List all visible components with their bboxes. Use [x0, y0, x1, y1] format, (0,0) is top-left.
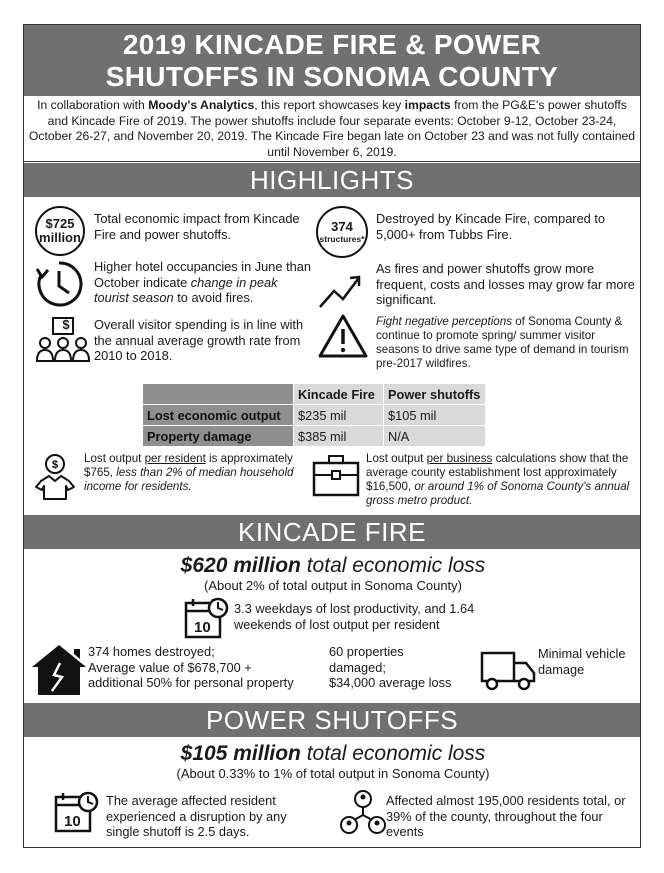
kincade-productivity: 3.3 weekdays of lost productivity, and 1.64 weekends of lost output per resident	[234, 601, 475, 632]
badge-value: $725	[45, 216, 75, 231]
title-line-2: SHUTOFFS IN SONOMA COUNTY	[105, 61, 559, 92]
table-row	[143, 426, 486, 447]
row-label: Lost economic output	[143, 405, 294, 426]
power-total-loss	[24, 742, 642, 766]
table-cell: $105 mil	[384, 405, 486, 426]
title-line-1: 2019 KINCADE FIRE & POWER	[122, 29, 542, 60]
highlight-growing-costs: As fires and power shutoffs grow more frequent, costs and losses may grow far more significant.	[376, 261, 635, 307]
highlight-text: Higher hotel occupancies in June than October indicate	[94, 259, 311, 290]
power-loss-share: (About 0.33% to 1% of total output in Sonoma County)	[176, 766, 490, 781]
highlights-banner: HIGHLIGHTS	[24, 163, 640, 197]
table-corner	[143, 384, 294, 405]
intro-text: In collaboration with	[37, 98, 149, 112]
table-cell: $385 mil	[294, 426, 384, 447]
per-resident-text	[84, 452, 314, 494]
badge-unit: million	[39, 230, 81, 245]
table-row	[143, 405, 486, 426]
highlight-visitor-spending: Overall visitor spending is in line with the annual average growth rate from 2010 to 2018.	[94, 317, 304, 363]
props-line: $34,000 average loss	[329, 675, 452, 690]
intro-text: , this report showcases key	[254, 98, 405, 112]
column-header-power: Power shutoffs	[384, 384, 486, 405]
title-banner	[24, 25, 640, 96]
intro-text: from the PG&E's power shutoffs and Kincade Fire of 2019. The power shutoffs include four separate events: October 9-12, October 23-24, October 26-27, and November 20, 2019. The Kincade Fire began late on October 23 and was not fully contained until November 6, 2019.	[28, 98, 636, 159]
intro-moodys: Moody's Analytics	[148, 98, 255, 112]
props-line: 60 properties	[329, 644, 404, 659]
warning-icon	[318, 313, 368, 359]
props-line: damaged;	[329, 659, 386, 675]
loss-table	[142, 383, 486, 447]
briefcase-icon	[312, 453, 360, 497]
highlight-italic: Fight negative perceptions	[376, 315, 512, 328]
per-resident-middle: is approximately $765,	[84, 452, 293, 479]
svg-text:$: $	[51, 459, 59, 471]
highlight-economic-impact: Total economic impact from Kincade Fire and power shutoffs.	[94, 211, 300, 242]
per-resident-prefix: Lost output	[84, 452, 145, 465]
per-business-underline: per business	[426, 452, 493, 465]
per-business-italic: or around 1% of Sonoma County's annual gross metro product.	[366, 480, 630, 507]
badge-value: 374	[331, 219, 353, 234]
highlight-structures: Destroyed by Kincade Fire, compared to 5,000+ from Tubbs Fire.	[376, 211, 606, 242]
clock-icon	[35, 259, 83, 309]
kincade-loss-amount: $620 million	[180, 554, 301, 577]
power-disruption: The average affected resident experienced a disruption by any single shutoff is 2.5 days.	[106, 793, 287, 839]
infographic-page	[23, 24, 641, 848]
trend-up-icon	[318, 271, 364, 309]
intro-impacts: impacts	[404, 98, 451, 112]
network-people-icon	[340, 789, 386, 835]
kincade-banner: KINCADE FIRE	[24, 515, 640, 549]
homes-line: 374 homes destroyed;	[88, 644, 215, 659]
dollar-icon: $	[62, 317, 70, 332]
highlight-tourist-season	[94, 259, 314, 306]
burned-house-icon	[30, 643, 88, 697]
homes-line: additional 50% for personal property	[88, 675, 294, 690]
per-business-prefix: Lost output	[366, 452, 427, 465]
intro-paragraph	[24, 96, 640, 162]
highlight-text: of Sonoma County & continue to promote spring/ summer visitor seasons to drive same type of demand in tourism pre-2017 wildfires.	[376, 315, 629, 370]
kincade-homes-destroyed	[88, 644, 328, 691]
kincade-properties-damaged	[329, 644, 479, 691]
kincade-total-loss	[24, 554, 642, 578]
per-business-text	[366, 452, 640, 508]
truck-icon	[480, 649, 536, 693]
economic-impact-badge	[35, 206, 85, 256]
structures-badge	[316, 206, 368, 258]
row-label: Property damage	[143, 426, 294, 447]
highlight-text: to avoid fires.	[173, 290, 254, 305]
power-shutoffs-banner: POWER SHUTOFFS	[24, 703, 640, 737]
calendar-number: 10	[64, 813, 81, 830]
kincade-vehicle-damage: Minimal vehicle damage	[538, 646, 626, 677]
table-cell: N/A	[384, 426, 486, 447]
table-cell: $235 mil	[294, 405, 384, 426]
calendar-number: 10	[194, 619, 211, 636]
per-resident-underline: per resident	[144, 452, 206, 465]
resident-icon	[34, 453, 76, 501]
column-header-kincade: Kincade Fire	[294, 384, 384, 405]
power-residents-affected: Affected almost 195,000 residents total, or 39% of the county, throughout the four events	[386, 793, 626, 839]
highlight-italic: change in peak tourist season	[94, 274, 278, 305]
kincade-loss-share: (About 2% of total output in Sonoma County)	[204, 578, 462, 593]
table-header-row	[143, 384, 486, 405]
badge-unit: structures*	[319, 234, 365, 244]
per-business-middle: calculations show that the average county establishment lost approximately $16,500,	[366, 452, 629, 493]
kincade-loss-label: total economic loss	[300, 554, 486, 577]
homes-line: Average value of $678,700 +	[88, 659, 252, 675]
highlight-fight-perceptions	[376, 315, 638, 371]
per-resident-italic: less than 2% of median household income for residents.	[84, 466, 294, 493]
power-loss-label: total economic loss	[300, 742, 486, 765]
power-loss-amount: $105 million	[180, 742, 301, 765]
